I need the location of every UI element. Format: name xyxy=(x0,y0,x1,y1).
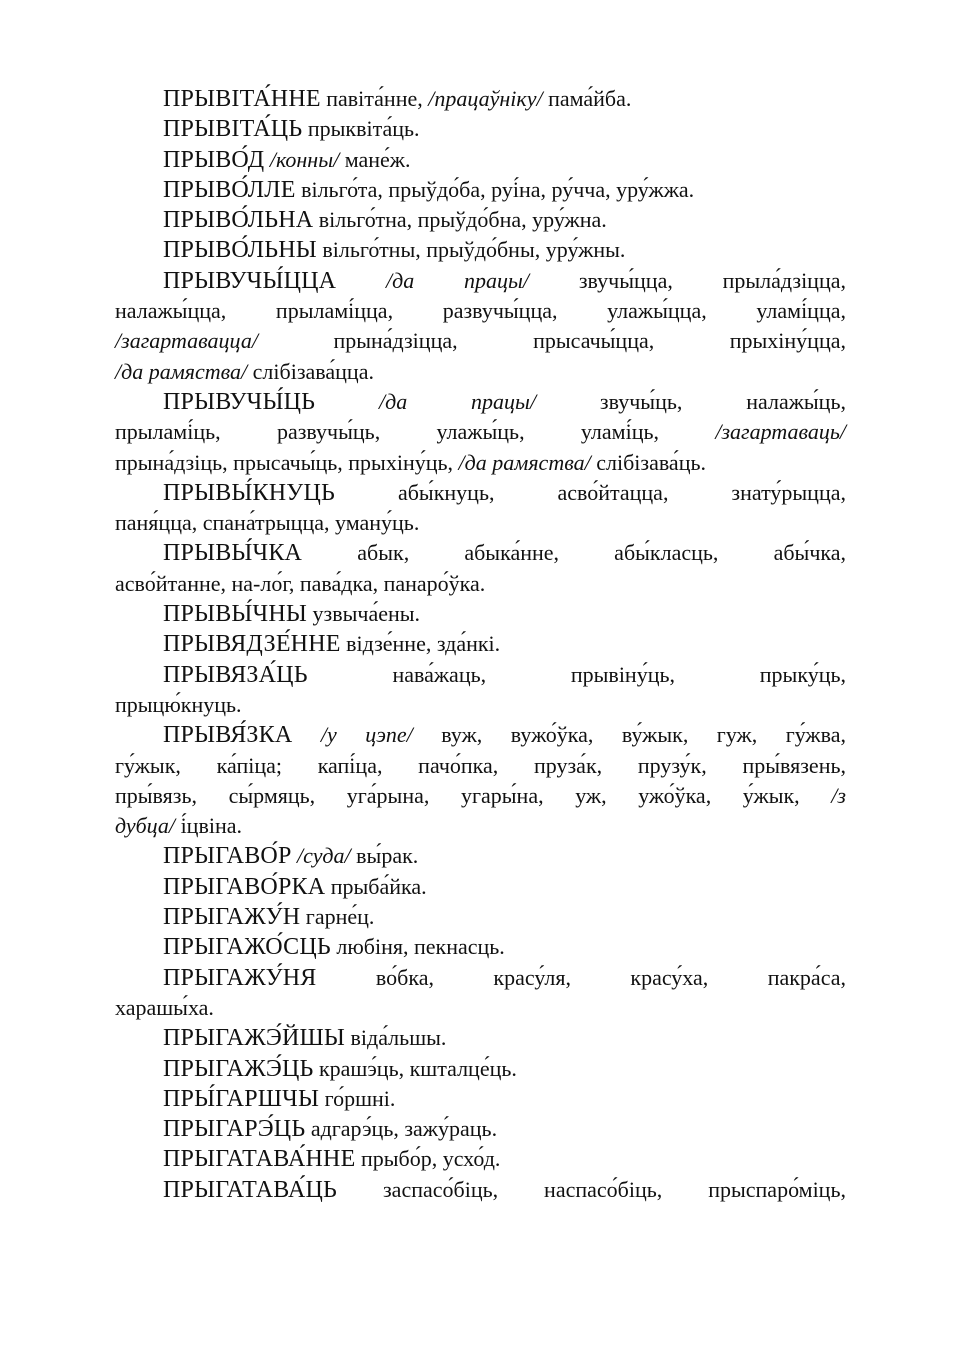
dictionary-entry xyxy=(115,599,846,629)
headword: ПРЫВУЧЫ́ЦЦА xyxy=(163,267,337,294)
headword: ПРЫГАЖУ́НЯ xyxy=(163,964,317,991)
usage-note: /да рамяства/ xyxy=(115,358,248,384)
synonyms-text: харашы́ха. xyxy=(115,994,214,1020)
entry-line xyxy=(115,660,846,690)
synonyms-text: вільго́тна, прыўдо́бна, уру́жна. xyxy=(318,207,607,233)
entry-line xyxy=(115,993,846,1023)
usage-note: /да працы/ xyxy=(385,267,530,293)
dictionary-entry xyxy=(115,1054,846,1084)
entry-line xyxy=(115,599,846,629)
synonyms-text: прыцю́кнуць. xyxy=(115,691,242,717)
dictionary-entry xyxy=(115,932,846,962)
dictionary-page xyxy=(115,84,846,1205)
synonyms-text: звучы́ць, налажы́ць, xyxy=(536,388,846,414)
headword: ПРЫГАЖЭ́ЦЬ xyxy=(163,1055,314,1082)
dictionary-entry xyxy=(115,1114,846,1144)
entry-line xyxy=(115,1054,846,1084)
entry-line xyxy=(115,417,846,447)
synonyms-text: мане́ж. xyxy=(339,146,411,172)
synonyms-text: абы́кнуць, асво́йтацца, знату́рыцца, xyxy=(397,479,846,505)
synonyms-text: вы́рак. xyxy=(350,843,419,869)
headword: ПРЫВО́ЛЛЕ xyxy=(163,176,296,203)
dictionary-entry xyxy=(115,902,846,932)
entry-line xyxy=(115,751,846,781)
synonyms-text: віда́льшы. xyxy=(350,1025,447,1051)
usage-note: дубца/ xyxy=(115,813,176,839)
synonyms-text: гарне́ц. xyxy=(305,904,375,930)
synonyms-text: пры́вязь, сы́рмяць, уга́рына, угары́на, уж, ужо́ўка, у́жык, xyxy=(115,782,832,808)
headword: ПРЫВІТА́ЦЬ xyxy=(163,116,303,143)
synonyms-text: звучы́цца, прыла́дзіцца, xyxy=(529,267,846,293)
synonyms-text: абык, абыка́нне, абы́класць, абы́чка, xyxy=(357,540,847,566)
headword: ПРЫВЯ́ЗКА xyxy=(163,722,293,749)
entry-line xyxy=(115,1114,846,1144)
dictionary-entry xyxy=(115,872,846,902)
synonyms-text: прыбо́р, усхо́д. xyxy=(360,1146,501,1172)
synonyms-text: налажы́цца, прыламі́цца, развучы́цца, улажы́цца, уламі́цца, xyxy=(115,298,846,324)
headword: ПРЫВО́ЛЬНЫ xyxy=(163,237,317,264)
dictionary-entry xyxy=(115,235,846,265)
usage-note: /у цэпе/ xyxy=(320,722,413,748)
headword: ПРЫГАЖЭ́ЙШЫ xyxy=(163,1025,346,1052)
entry-line xyxy=(115,872,846,902)
synonyms-text: слібізава́ць. xyxy=(590,449,707,475)
synonyms-text: вільго́та, прыўдо́ба, руі́на, ру́чча, уру́жжа. xyxy=(301,176,695,202)
headword: ПРЫВЫ́КНУЦЬ xyxy=(163,479,335,506)
synonyms-text: паня́цца, спана́трыцца, уману́ць. xyxy=(115,510,420,536)
dictionary-entry xyxy=(115,387,846,478)
dictionary-entry xyxy=(115,114,846,144)
dictionary-entry xyxy=(115,1023,846,1053)
entry-line xyxy=(115,781,846,811)
usage-note: /загартаваць/ xyxy=(715,419,846,445)
synonyms-text: вільго́тны, прыўдо́бны, уру́жны. xyxy=(322,237,626,263)
entry-line xyxy=(115,357,846,387)
usage-note: /конны/ xyxy=(269,146,340,172)
headword: ПРЫГАЖО́СЦЬ xyxy=(163,934,331,961)
synonyms-text: адгарэ́ць, зажу́раць. xyxy=(310,1116,498,1142)
headword: ПРЫГАВО́РКА xyxy=(163,873,326,900)
entry-line xyxy=(115,963,846,993)
entry-line xyxy=(115,1175,846,1205)
headword: ПРЫВІТА́ННЕ xyxy=(163,86,321,112)
entry-line xyxy=(115,932,846,962)
synonyms-text: прына́дзіць, прысачы́ць, прыхіну́ць, xyxy=(115,449,459,475)
dictionary-entry xyxy=(115,1084,846,1114)
synonyms-text: во́бка, красу́ля, красу́ха, пакра́са, xyxy=(375,964,846,990)
synonyms-text: прыба́йка. xyxy=(330,873,427,899)
dictionary-entry xyxy=(115,175,846,205)
synonyms-text: відзе́нне, зда́нкі. xyxy=(346,631,501,657)
dictionary-entry xyxy=(115,145,846,175)
headword: ПРЫВЯДЗЕ́ННЕ xyxy=(163,631,341,658)
entry-line xyxy=(115,811,846,841)
usage-note: /працаўніку/ xyxy=(428,86,543,111)
dictionary-entry xyxy=(115,841,846,871)
entry-line xyxy=(115,1084,846,1114)
dictionary-entry xyxy=(115,629,846,659)
headword: ПРЫВУЧЫ́ЦЬ xyxy=(163,388,316,415)
entry-line xyxy=(115,296,846,326)
entry-line xyxy=(115,84,846,114)
synonyms-text: пама́йба. xyxy=(542,86,632,111)
entry-line xyxy=(115,1144,846,1174)
usage-note: /загартавацца/ xyxy=(115,328,258,354)
synonyms-text: узвыча́ены. xyxy=(312,601,421,627)
entry-line xyxy=(115,569,846,599)
entry-line xyxy=(115,720,846,750)
synonyms-text: заспасо́біць, наспасо́біць, прыспаро́міць, xyxy=(382,1176,846,1202)
synonyms-text: крашэ́ць, кшталце́ць. xyxy=(318,1055,517,1081)
synonyms-text: асво́йтанне, на-ло́г, пава́дка, панаро́ўка. xyxy=(115,570,486,596)
entry-line xyxy=(115,690,846,720)
usage-note: /да рамяства/ xyxy=(458,449,591,475)
entry-line xyxy=(115,508,846,538)
entry-line xyxy=(115,266,846,296)
synonyms-text: і́цвіна. xyxy=(175,813,242,839)
dictionary-entry xyxy=(115,205,846,235)
entry-line xyxy=(115,902,846,932)
entry-line xyxy=(115,175,846,205)
synonyms-text: слібізава́цца. xyxy=(247,358,374,384)
headword: ПРЫГАТАВА́ННЕ xyxy=(163,1146,356,1173)
usage-note: /да працы/ xyxy=(378,388,537,414)
entry-line xyxy=(115,448,846,478)
headword: ПРЫГАРЭ́ЦЬ xyxy=(163,1116,306,1143)
dictionary-entry xyxy=(115,1144,846,1174)
synonyms-text: нава́жаць, прывіну́ць, прыку́ць, xyxy=(392,661,846,687)
synonyms-text: прыквіта́ць. xyxy=(307,116,420,142)
dictionary-entry xyxy=(115,720,846,841)
entry-line xyxy=(115,538,846,568)
dictionary-entry xyxy=(115,1175,846,1205)
synonyms-text: любіня, пекнасць. xyxy=(336,934,505,960)
usage-note: /з xyxy=(831,782,846,808)
headword: ПРЫГАТАВА́ЦЬ xyxy=(163,1176,338,1203)
dictionary-entry xyxy=(115,266,846,387)
headword: ПРЫГАВО́Р xyxy=(163,843,292,870)
synonyms-text: гу́жык, ка́піца; капі́ца, пачо́пка, пруза́к, прузу́к, пры́вязень, xyxy=(115,752,846,778)
synonyms-text: павіта́нне, xyxy=(326,86,429,111)
entry-line xyxy=(115,235,846,265)
synonyms-text: прыламі́ць, развучы́ць, улажы́ць, уламі́ць, xyxy=(115,419,716,445)
dictionary-entry xyxy=(115,963,846,1024)
headword: ПРЫВЫ́ЧНЫ xyxy=(163,601,308,628)
entry-line xyxy=(115,114,846,144)
entry-line xyxy=(115,387,846,417)
dictionary-entry xyxy=(115,660,846,721)
headword: ПРЫВЯЗА́ЦЬ xyxy=(163,661,308,688)
dictionary-entry xyxy=(115,478,846,539)
headword: ПРЫВЫ́ЧКА xyxy=(163,540,303,567)
entry-line xyxy=(115,145,846,175)
synonyms-text: вуж, вужо́ўка, ву́жык, гуж, гу́жва, xyxy=(412,722,846,748)
entry-line xyxy=(115,478,846,508)
entry-line xyxy=(115,326,846,356)
headword: ПРЫВО́ЛЬНА xyxy=(163,207,314,234)
synonyms-text: го́ршні. xyxy=(324,1085,396,1111)
headword: ПРЫГАЖУ́Н xyxy=(163,904,301,931)
dictionary-entry xyxy=(115,538,846,599)
entry-line xyxy=(115,1023,846,1053)
entry-line xyxy=(115,205,846,235)
dictionary-entry xyxy=(115,84,846,114)
usage-note: /суда/ xyxy=(297,843,351,869)
headword: ПРЫ́ГАРШЧЫ xyxy=(163,1085,320,1112)
headword: ПРЫВО́Д xyxy=(163,146,265,173)
entry-line xyxy=(115,841,846,871)
entry-line xyxy=(115,629,846,659)
synonyms-text: прына́дзіцца, прысачы́цца, прыхіну́цца, xyxy=(257,328,846,354)
